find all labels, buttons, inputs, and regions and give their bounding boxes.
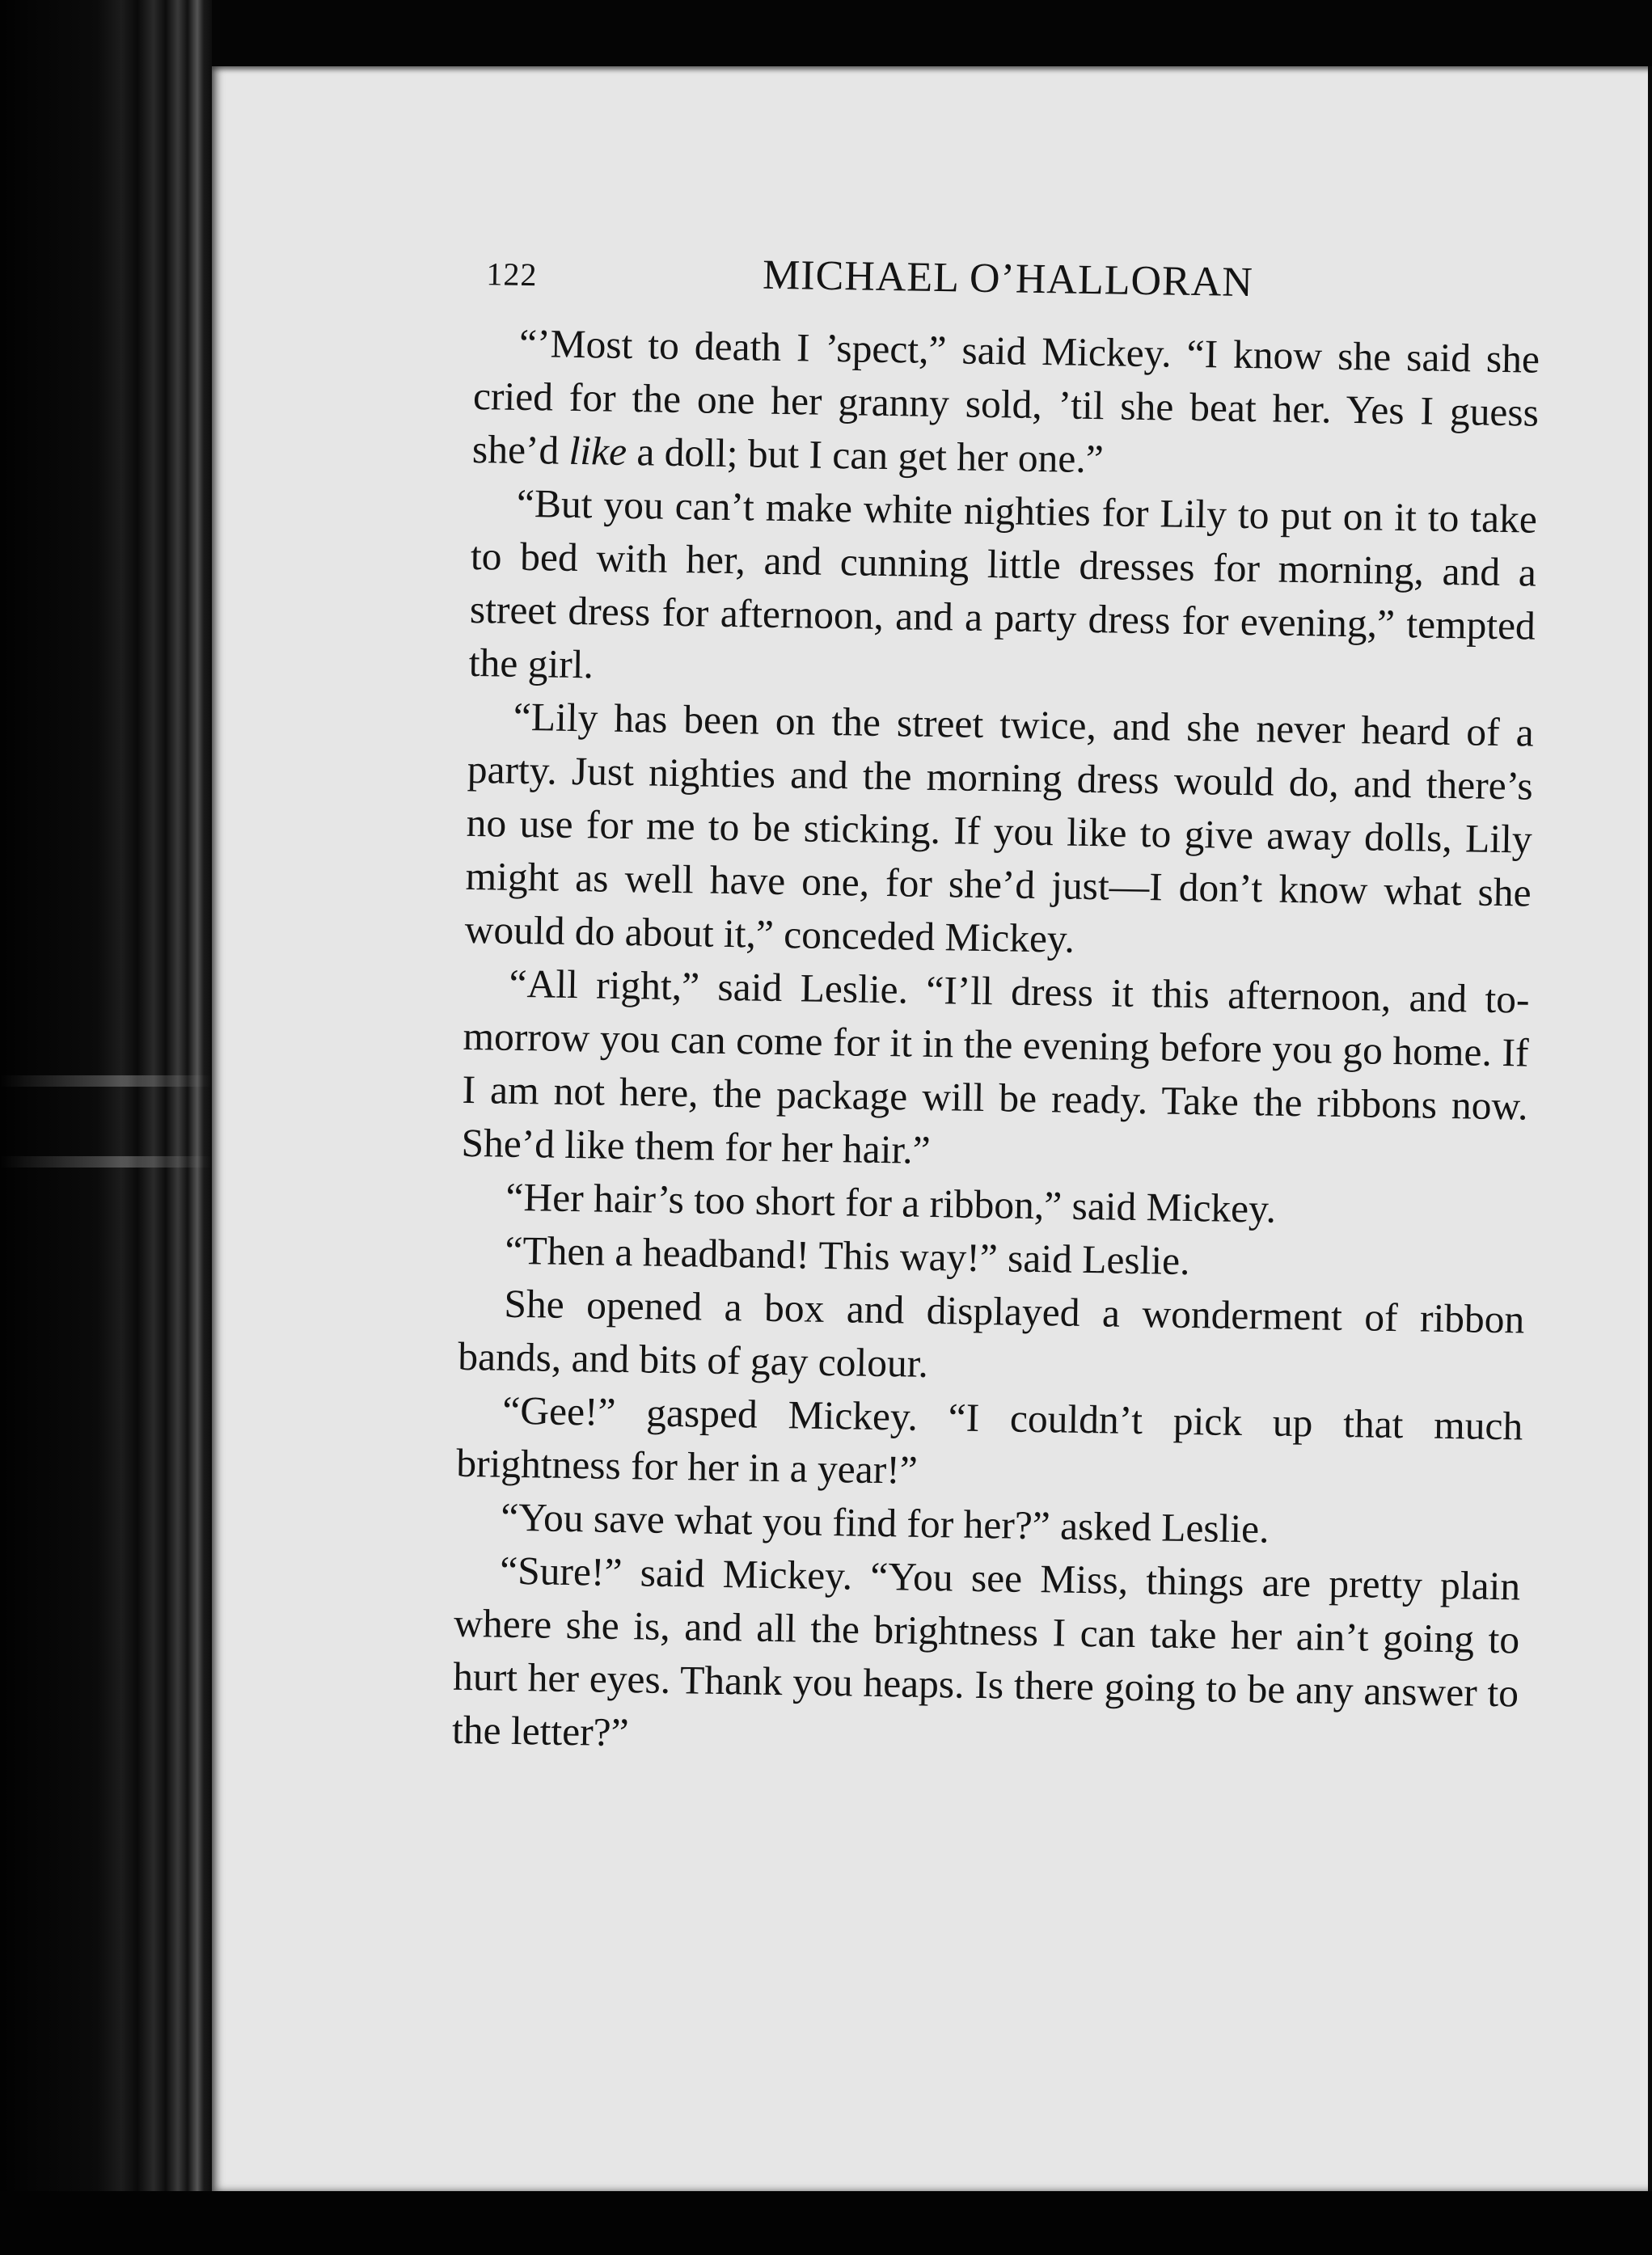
paragraph: “But you can’t make white nighties for Lily to put on it to take to bed with her, and cunning little dresses for morning, and a street dress for afternoon, and a party dress for evening,” tempted the girl. bbox=[468, 480, 1538, 687]
paragraph: She opened a box and displayed a wonderment of ribbon bands, and bits of gay colour. bbox=[458, 1281, 1525, 1386]
scan-streak bbox=[0, 1075, 212, 1087]
page-content bbox=[452, 247, 1541, 1773]
running-title: MICHAEL O’HALLORAN bbox=[762, 251, 1254, 306]
paragraph bbox=[472, 316, 1540, 493]
paragraph: “Sure!” said Mickey. “You see Miss, things are pretty plain where she is, and all the brightness I can take her ain’t going to hurt her eyes. Thank you heaps. Is there going to be any answer to the letter?” bbox=[451, 1548, 1521, 1755]
page-number: 122 bbox=[486, 255, 538, 293]
paragraph: “All right,” said Leslie. “I’ll dress it this afternoon, and to-morrow you can come for it in the evening before you go home. If I am not here, the package will be ready. Take the ribbons now. She’d like them for her hair.” bbox=[461, 961, 1530, 1172]
paragraph: “You save what you find for her?” asked Leslie. bbox=[500, 1494, 1270, 1552]
scan-streak bbox=[0, 1156, 212, 1168]
emphasized-word: like bbox=[568, 428, 627, 474]
book-binding-edge bbox=[0, 0, 212, 2255]
scan-bottom-margin bbox=[0, 2191, 1652, 2255]
paragraph-text: a doll; but I can get her one.” bbox=[626, 429, 1105, 482]
paragraph: “Her hair’s too short for a ribbon,” said Mickey. bbox=[505, 1174, 1277, 1231]
paragraph: “Then a headband! This way!” said Leslie. bbox=[505, 1227, 1190, 1284]
page-right-edge bbox=[1648, 66, 1652, 2191]
paragraph-text: “’Most to death I ’spect,” said Mickey. “I know she said she cried for the one her granny sold, ’til she beat her. Yes I guess she’d bbox=[471, 320, 1540, 473]
paragraph: “Lily has been on the street twice, and she never heard of a party. Just nighties and the morning dress would do, and there’s no use for me to be sticking. If you like to give away dolls, Lily might as well have one, for she’d just—I don’t know what she would do about it,” conceded Mickey. bbox=[464, 694, 1535, 961]
paragraph: “Gee!” gasped Mickey. “I couldn’t pick up that much brightness for her in a year!” bbox=[455, 1387, 1523, 1493]
